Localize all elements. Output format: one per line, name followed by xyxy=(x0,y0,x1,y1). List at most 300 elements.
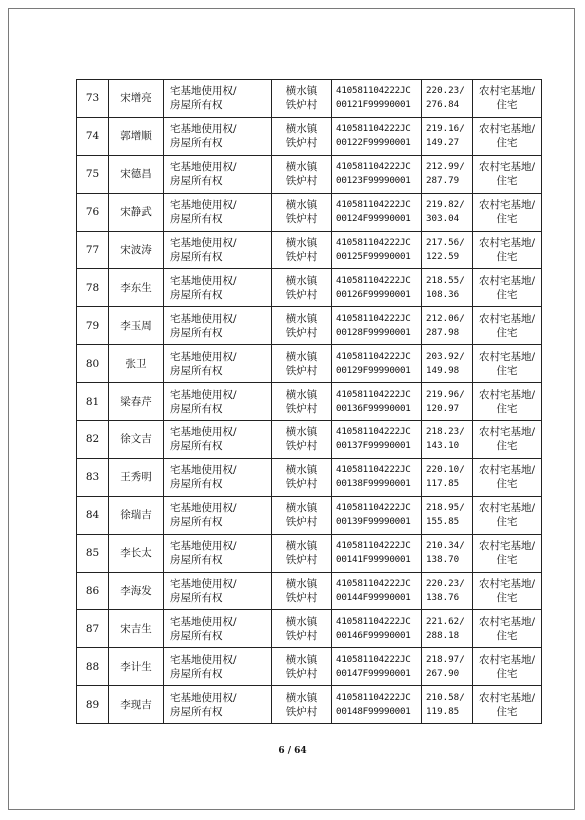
unit-code-line: 410581104222JC xyxy=(336,691,411,703)
owner-name-cell: 徐瑞吉 xyxy=(109,496,164,534)
right-type-line: 宅基地使用权/ xyxy=(170,312,237,325)
location-cell xyxy=(272,345,332,383)
table-row xyxy=(77,686,542,724)
row-number-cell: 74 xyxy=(77,117,109,155)
row-number-cell: 88 xyxy=(77,648,109,686)
right-type-line: 宅基地使用权/ xyxy=(170,540,237,553)
area-cell xyxy=(422,117,473,155)
right-type-cell xyxy=(164,155,272,193)
unit-code-line: 00137F99990001 xyxy=(336,440,411,452)
owner-name-cell: 宋增亮 xyxy=(109,80,164,118)
land-use-cell xyxy=(473,193,542,231)
unit-code-line: 410581104222JC xyxy=(336,350,411,362)
location-cell xyxy=(272,648,332,686)
unit-code-cell xyxy=(332,383,422,421)
land-use-cell xyxy=(473,686,542,724)
row-number-cell: 80 xyxy=(77,345,109,383)
land-use-cell xyxy=(473,345,542,383)
right-type-line: 房屋所有权 xyxy=(170,705,223,718)
location-line: 横水镇 xyxy=(285,691,318,704)
land-use-line: 住宅 xyxy=(496,175,518,188)
land-use-cell xyxy=(473,572,542,610)
owner-name-cell: 李东生 xyxy=(109,269,164,307)
area-line: 217.56/ xyxy=(426,237,465,248)
location-line: 横水镇 xyxy=(285,123,318,136)
land-use-line: 住宅 xyxy=(496,213,518,226)
right-type-line: 宅基地使用权/ xyxy=(170,578,237,591)
land-use-cell xyxy=(473,610,542,648)
unit-code-line: 00144F99990001 xyxy=(336,592,411,604)
right-type-line: 宅基地使用权/ xyxy=(170,426,237,439)
location-line: 横水镇 xyxy=(285,615,318,628)
land-use-line: 农村宅基地/ xyxy=(478,274,536,287)
land-use-line: 住宅 xyxy=(496,516,518,529)
right-type-cell xyxy=(164,648,272,686)
area-line: 210.34/ xyxy=(426,540,465,552)
area-cell xyxy=(422,80,473,118)
land-use-cell xyxy=(473,80,542,118)
right-type-cell xyxy=(164,80,272,118)
right-type-line: 宅基地使用权/ xyxy=(170,388,237,401)
location-line: 铁炉村 xyxy=(285,516,318,529)
right-type-line: 房屋所有权 xyxy=(170,440,223,453)
right-type-line: 宅基地使用权/ xyxy=(170,653,237,666)
right-type-line: 房屋所有权 xyxy=(170,402,223,415)
row-number-cell: 75 xyxy=(77,155,109,193)
right-type-line: 宅基地使用权/ xyxy=(170,274,237,287)
area-line: 212.06/ xyxy=(426,312,465,324)
area-line: 218.23/ xyxy=(426,426,465,438)
table-row xyxy=(77,534,542,572)
row-number-cell: 89 xyxy=(77,686,109,724)
owner-name-cell: 宋波涛 xyxy=(109,231,164,269)
owner-name-cell: 李计生 xyxy=(109,648,164,686)
table-row xyxy=(77,193,542,231)
right-type-cell xyxy=(164,421,272,459)
unit-code-line: 00147F99990001 xyxy=(336,667,411,679)
table-row xyxy=(77,496,542,534)
area-line: 138.76 xyxy=(426,592,460,604)
area-cell xyxy=(422,307,473,345)
land-use-line: 农村宅基地/ xyxy=(478,123,536,136)
land-use-line: 农村宅基地/ xyxy=(478,502,536,515)
land-use-line: 农村宅基地/ xyxy=(478,615,536,628)
row-number-cell: 79 xyxy=(77,307,109,345)
location-line: 横水镇 xyxy=(285,237,318,249)
row-number-cell: 82 xyxy=(77,421,109,459)
area-line: 218.97/ xyxy=(426,653,465,665)
right-type-cell xyxy=(164,269,272,307)
land-use-cell xyxy=(473,383,542,421)
area-line: 220.23/ xyxy=(426,578,465,590)
land-use-line: 农村宅基地/ xyxy=(478,653,536,666)
unit-code-line: 410581104222JC xyxy=(336,85,411,97)
unit-code-cell xyxy=(332,534,422,572)
area-line: 210.58/ xyxy=(426,691,465,703)
area-line: 218.95/ xyxy=(426,502,465,514)
unit-code-line: 410581104222JC xyxy=(336,653,411,665)
location-cell xyxy=(272,155,332,193)
unit-code-cell xyxy=(332,496,422,534)
unit-code-line: 410581104222JC xyxy=(336,502,411,514)
table-row xyxy=(77,80,542,118)
unit-code-line: 00125F99990001 xyxy=(336,251,411,262)
right-type-line: 房屋所有权 xyxy=(170,99,223,112)
area-cell xyxy=(422,572,473,610)
location-cell xyxy=(272,610,332,648)
right-type-cell xyxy=(164,345,272,383)
area-line: 287.98 xyxy=(426,326,460,338)
right-type-line: 宅基地使用权/ xyxy=(170,691,237,704)
owner-name-cell: 宋静武 xyxy=(109,193,164,231)
area-line: 203.92/ xyxy=(426,350,465,362)
owner-name-cell: 李海发 xyxy=(109,572,164,610)
unit-code-line: 00129F99990001 xyxy=(336,364,411,376)
area-line: 267.90 xyxy=(426,667,460,679)
right-type-line: 宅基地使用权/ xyxy=(170,615,237,628)
land-use-line: 农村宅基地/ xyxy=(478,85,536,98)
right-type-line: 宅基地使用权/ xyxy=(170,199,237,212)
location-line: 横水镇 xyxy=(285,540,318,553)
land-use-line: 住宅 xyxy=(496,99,518,112)
location-line: 铁炉村 xyxy=(285,326,318,339)
location-line: 横水镇 xyxy=(285,464,318,477)
location-cell xyxy=(272,496,332,534)
unit-code-cell xyxy=(332,686,422,724)
area-line: 221.62/ xyxy=(426,615,465,627)
unit-code-line: 410581104222JC xyxy=(336,540,411,552)
unit-code-cell xyxy=(332,648,422,686)
location-line: 横水镇 xyxy=(285,199,318,212)
area-cell xyxy=(422,383,473,421)
area-line: 287.79 xyxy=(426,175,460,187)
land-use-line: 农村宅基地/ xyxy=(478,426,536,439)
row-number-cell: 87 xyxy=(77,610,109,648)
land-use-line: 农村宅基地/ xyxy=(478,691,536,704)
unit-code-line: 00146F99990001 xyxy=(336,629,411,641)
area-line: 219.16/ xyxy=(426,123,465,135)
location-line: 横水镇 xyxy=(285,312,318,325)
location-line: 横水镇 xyxy=(285,274,318,287)
right-type-cell xyxy=(164,496,272,534)
unit-code-line: 00123F99990001 xyxy=(336,175,411,187)
page-number: 6 / 64 xyxy=(278,746,307,756)
unit-code-line: 410581104222JC xyxy=(336,199,411,211)
land-use-line: 农村宅基地/ xyxy=(478,578,536,591)
right-type-line: 房屋所有权 xyxy=(170,137,223,150)
land-use-line: 住宅 xyxy=(496,402,518,415)
location-line: 横水镇 xyxy=(285,350,318,363)
area-line: 122.59 xyxy=(426,251,460,262)
table-row xyxy=(77,231,542,269)
land-use-line: 住宅 xyxy=(496,440,518,453)
right-type-cell xyxy=(164,572,272,610)
land-use-line: 住宅 xyxy=(496,364,518,377)
right-type-line: 宅基地使用权/ xyxy=(170,85,237,98)
unit-code-line: 00148F99990001 xyxy=(336,705,411,717)
location-cell xyxy=(272,421,332,459)
unit-code-line: 00126F99990001 xyxy=(336,288,411,300)
location-line: 横水镇 xyxy=(285,578,318,591)
table-row xyxy=(77,345,542,383)
area-cell xyxy=(422,686,473,724)
unit-code-line: 00138F99990001 xyxy=(336,478,411,490)
right-type-cell xyxy=(164,231,272,269)
location-cell xyxy=(272,80,332,118)
land-use-line: 农村宅基地/ xyxy=(478,312,536,325)
row-number-cell: 76 xyxy=(77,193,109,231)
owner-name-cell: 张卫 xyxy=(109,345,164,383)
location-line: 铁炉村 xyxy=(285,137,318,150)
right-type-line: 房屋所有权 xyxy=(170,516,223,529)
right-type-cell xyxy=(164,307,272,345)
area-cell xyxy=(422,269,473,307)
right-type-line: 房屋所有权 xyxy=(170,326,223,339)
unit-code-cell xyxy=(332,421,422,459)
land-use-cell xyxy=(473,269,542,307)
location-cell xyxy=(272,458,332,496)
area-line: 108.36 xyxy=(426,288,460,300)
area-line: 212.99/ xyxy=(426,161,465,173)
right-type-cell xyxy=(164,686,272,724)
unit-code-cell xyxy=(332,458,422,496)
location-line: 铁炉村 xyxy=(285,440,318,453)
table-row xyxy=(77,648,542,686)
area-line: 138.70 xyxy=(426,554,460,566)
right-type-cell xyxy=(164,117,272,155)
right-type-line: 房屋所有权 xyxy=(170,478,223,491)
area-line: 117.85 xyxy=(426,478,460,490)
unit-code-line: 00121F99990001 xyxy=(336,99,411,111)
right-type-cell xyxy=(164,383,272,421)
unit-code-cell xyxy=(332,193,422,231)
land-use-line: 住宅 xyxy=(496,251,518,263)
land-use-line: 农村宅基地/ xyxy=(478,540,536,553)
right-type-line: 房屋所有权 xyxy=(170,251,223,263)
table-row xyxy=(77,421,542,459)
unit-code-cell xyxy=(332,269,422,307)
unit-code-line: 410581104222JC xyxy=(336,426,411,438)
land-use-line: 农村宅基地/ xyxy=(478,388,536,401)
right-type-line: 宅基地使用权/ xyxy=(170,350,237,363)
location-line: 铁炉村 xyxy=(285,592,318,605)
right-type-line: 宅基地使用权/ xyxy=(170,464,237,477)
location-line: 铁炉村 xyxy=(285,364,318,377)
area-line: 155.85 xyxy=(426,516,460,528)
location-line: 铁炉村 xyxy=(285,402,318,415)
row-number-cell: 86 xyxy=(77,572,109,610)
unit-code-line: 00136F99990001 xyxy=(336,402,411,414)
right-type-line: 房屋所有权 xyxy=(170,667,223,680)
land-use-line: 住宅 xyxy=(496,478,518,491)
area-line: 220.23/ xyxy=(426,85,465,97)
owner-name-cell: 徐文吉 xyxy=(109,421,164,459)
land-use-line: 住宅 xyxy=(496,554,518,567)
land-use-cell xyxy=(473,231,542,269)
land-use-line: 住宅 xyxy=(496,667,518,680)
unit-code-cell xyxy=(332,345,422,383)
registry-table-body xyxy=(77,80,542,724)
area-cell xyxy=(422,496,473,534)
right-type-line: 房屋所有权 xyxy=(170,629,223,642)
table-row xyxy=(77,307,542,345)
owner-name-cell: 郭增顺 xyxy=(109,117,164,155)
land-use-line: 农村宅基地/ xyxy=(478,199,536,212)
location-cell xyxy=(272,231,332,269)
area-line: 218.55/ xyxy=(426,274,465,286)
unit-code-line: 00128F99990001 xyxy=(336,326,411,338)
unit-code-line: 410581104222JC xyxy=(336,237,411,248)
right-type-line: 宅基地使用权/ xyxy=(170,237,237,249)
land-use-line: 农村宅基地/ xyxy=(478,161,536,174)
land-use-line: 农村宅基地/ xyxy=(478,350,536,363)
land-use-cell xyxy=(473,458,542,496)
table-row xyxy=(77,572,542,610)
table-row xyxy=(77,269,542,307)
owner-name-cell: 宋吉生 xyxy=(109,610,164,648)
right-type-line: 房屋所有权 xyxy=(170,213,223,226)
right-type-line: 房屋所有权 xyxy=(170,364,223,377)
land-use-line: 住宅 xyxy=(496,705,518,718)
land-use-line: 住宅 xyxy=(496,137,518,150)
area-line: 220.10/ xyxy=(426,464,465,476)
location-line: 横水镇 xyxy=(285,85,318,98)
unit-code-line: 410581104222JC xyxy=(336,274,411,286)
unit-code-cell xyxy=(332,117,422,155)
area-cell xyxy=(422,155,473,193)
unit-code-line: 00122F99990001 xyxy=(336,137,411,149)
owner-name-cell: 王秀明 xyxy=(109,458,164,496)
table-row xyxy=(77,383,542,421)
right-type-line: 房屋所有权 xyxy=(170,554,223,567)
location-line: 横水镇 xyxy=(285,653,318,666)
owner-name-cell: 宋德昌 xyxy=(109,155,164,193)
area-line: 143.10 xyxy=(426,440,460,452)
unit-code-cell xyxy=(332,572,422,610)
land-use-line: 住宅 xyxy=(496,629,518,642)
table-row xyxy=(77,117,542,155)
row-number-cell: 73 xyxy=(77,80,109,118)
area-line: 119.85 xyxy=(426,705,460,717)
location-cell xyxy=(272,534,332,572)
right-type-line: 房屋所有权 xyxy=(170,592,223,605)
area-line: 120.97 xyxy=(426,402,460,414)
table-row xyxy=(77,155,542,193)
area-cell xyxy=(422,648,473,686)
owner-name-cell: 李玉周 xyxy=(109,307,164,345)
land-use-cell xyxy=(473,117,542,155)
location-line: 铁炉村 xyxy=(285,667,318,680)
area-cell xyxy=(422,345,473,383)
land-use-line: 农村宅基地/ xyxy=(478,237,536,249)
right-type-cell xyxy=(164,458,272,496)
location-line: 横水镇 xyxy=(285,388,318,401)
row-number-cell: 78 xyxy=(77,269,109,307)
area-cell xyxy=(422,458,473,496)
unit-code-line: 410581104222JC xyxy=(336,312,411,324)
location-line: 横水镇 xyxy=(285,502,318,515)
location-line: 铁炉村 xyxy=(285,629,318,642)
land-use-cell xyxy=(473,155,542,193)
area-line: 276.84 xyxy=(426,99,460,111)
area-cell xyxy=(422,534,473,572)
location-line: 铁炉村 xyxy=(285,99,318,112)
location-cell xyxy=(272,383,332,421)
location-cell xyxy=(272,193,332,231)
right-type-cell xyxy=(164,534,272,572)
location-cell xyxy=(272,117,332,155)
unit-code-line: 00124F99990001 xyxy=(336,213,411,225)
unit-code-cell xyxy=(332,231,422,269)
unit-code-line: 00141F99990001 xyxy=(336,554,411,566)
location-line: 铁炉村 xyxy=(285,705,318,718)
land-use-line: 住宅 xyxy=(496,288,518,301)
unit-code-line: 410581104222JC xyxy=(336,464,411,476)
location-line: 横水镇 xyxy=(285,161,318,174)
unit-code-line: 00139F99990001 xyxy=(336,516,411,528)
land-use-cell xyxy=(473,496,542,534)
right-type-line: 宅基地使用权/ xyxy=(170,123,237,136)
location-line: 铁炉村 xyxy=(285,288,318,301)
unit-code-cell xyxy=(332,307,422,345)
unit-code-cell xyxy=(332,610,422,648)
unit-code-cell xyxy=(332,155,422,193)
area-line: 288.18 xyxy=(426,629,460,641)
right-type-line: 宅基地使用权/ xyxy=(170,502,237,515)
table-row xyxy=(77,610,542,648)
area-cell xyxy=(422,610,473,648)
right-type-line: 宅基地使用权/ xyxy=(170,161,237,174)
right-type-line: 房屋所有权 xyxy=(170,288,223,301)
location-cell xyxy=(272,686,332,724)
land-use-line: 住宅 xyxy=(496,326,518,339)
row-number-cell: 83 xyxy=(77,458,109,496)
row-number-cell: 84 xyxy=(77,496,109,534)
right-type-cell xyxy=(164,193,272,231)
unit-code-cell xyxy=(332,80,422,118)
area-line: 219.96/ xyxy=(426,388,465,400)
right-type-line: 房屋所有权 xyxy=(170,175,223,188)
unit-code-line: 410581104222JC xyxy=(336,388,411,400)
row-number-cell: 81 xyxy=(77,383,109,421)
location-line: 铁炉村 xyxy=(285,554,318,567)
right-type-cell xyxy=(164,610,272,648)
property-registry-table xyxy=(76,79,542,724)
owner-name-cell: 李长太 xyxy=(109,534,164,572)
location-cell xyxy=(272,572,332,610)
unit-code-line: 410581104222JC xyxy=(336,578,411,590)
location-line: 铁炉村 xyxy=(285,175,318,188)
table-row xyxy=(77,458,542,496)
land-use-cell xyxy=(473,307,542,345)
land-use-line: 住宅 xyxy=(496,592,518,605)
area-line: 149.27 xyxy=(426,137,460,149)
area-cell xyxy=(422,421,473,459)
area-line: 303.04 xyxy=(426,213,460,225)
land-use-cell xyxy=(473,648,542,686)
area-line: 149.98 xyxy=(426,364,460,376)
owner-name-cell: 梁春芹 xyxy=(109,383,164,421)
row-number-cell: 85 xyxy=(77,534,109,572)
location-line: 铁炉村 xyxy=(285,478,318,491)
land-use-cell xyxy=(473,534,542,572)
land-use-line: 农村宅基地/ xyxy=(478,464,536,477)
land-use-cell xyxy=(473,421,542,459)
area-cell xyxy=(422,193,473,231)
unit-code-line: 410581104222JC xyxy=(336,123,411,135)
unit-code-line: 410581104222JC xyxy=(336,161,411,173)
row-number-cell: 77 xyxy=(77,231,109,269)
